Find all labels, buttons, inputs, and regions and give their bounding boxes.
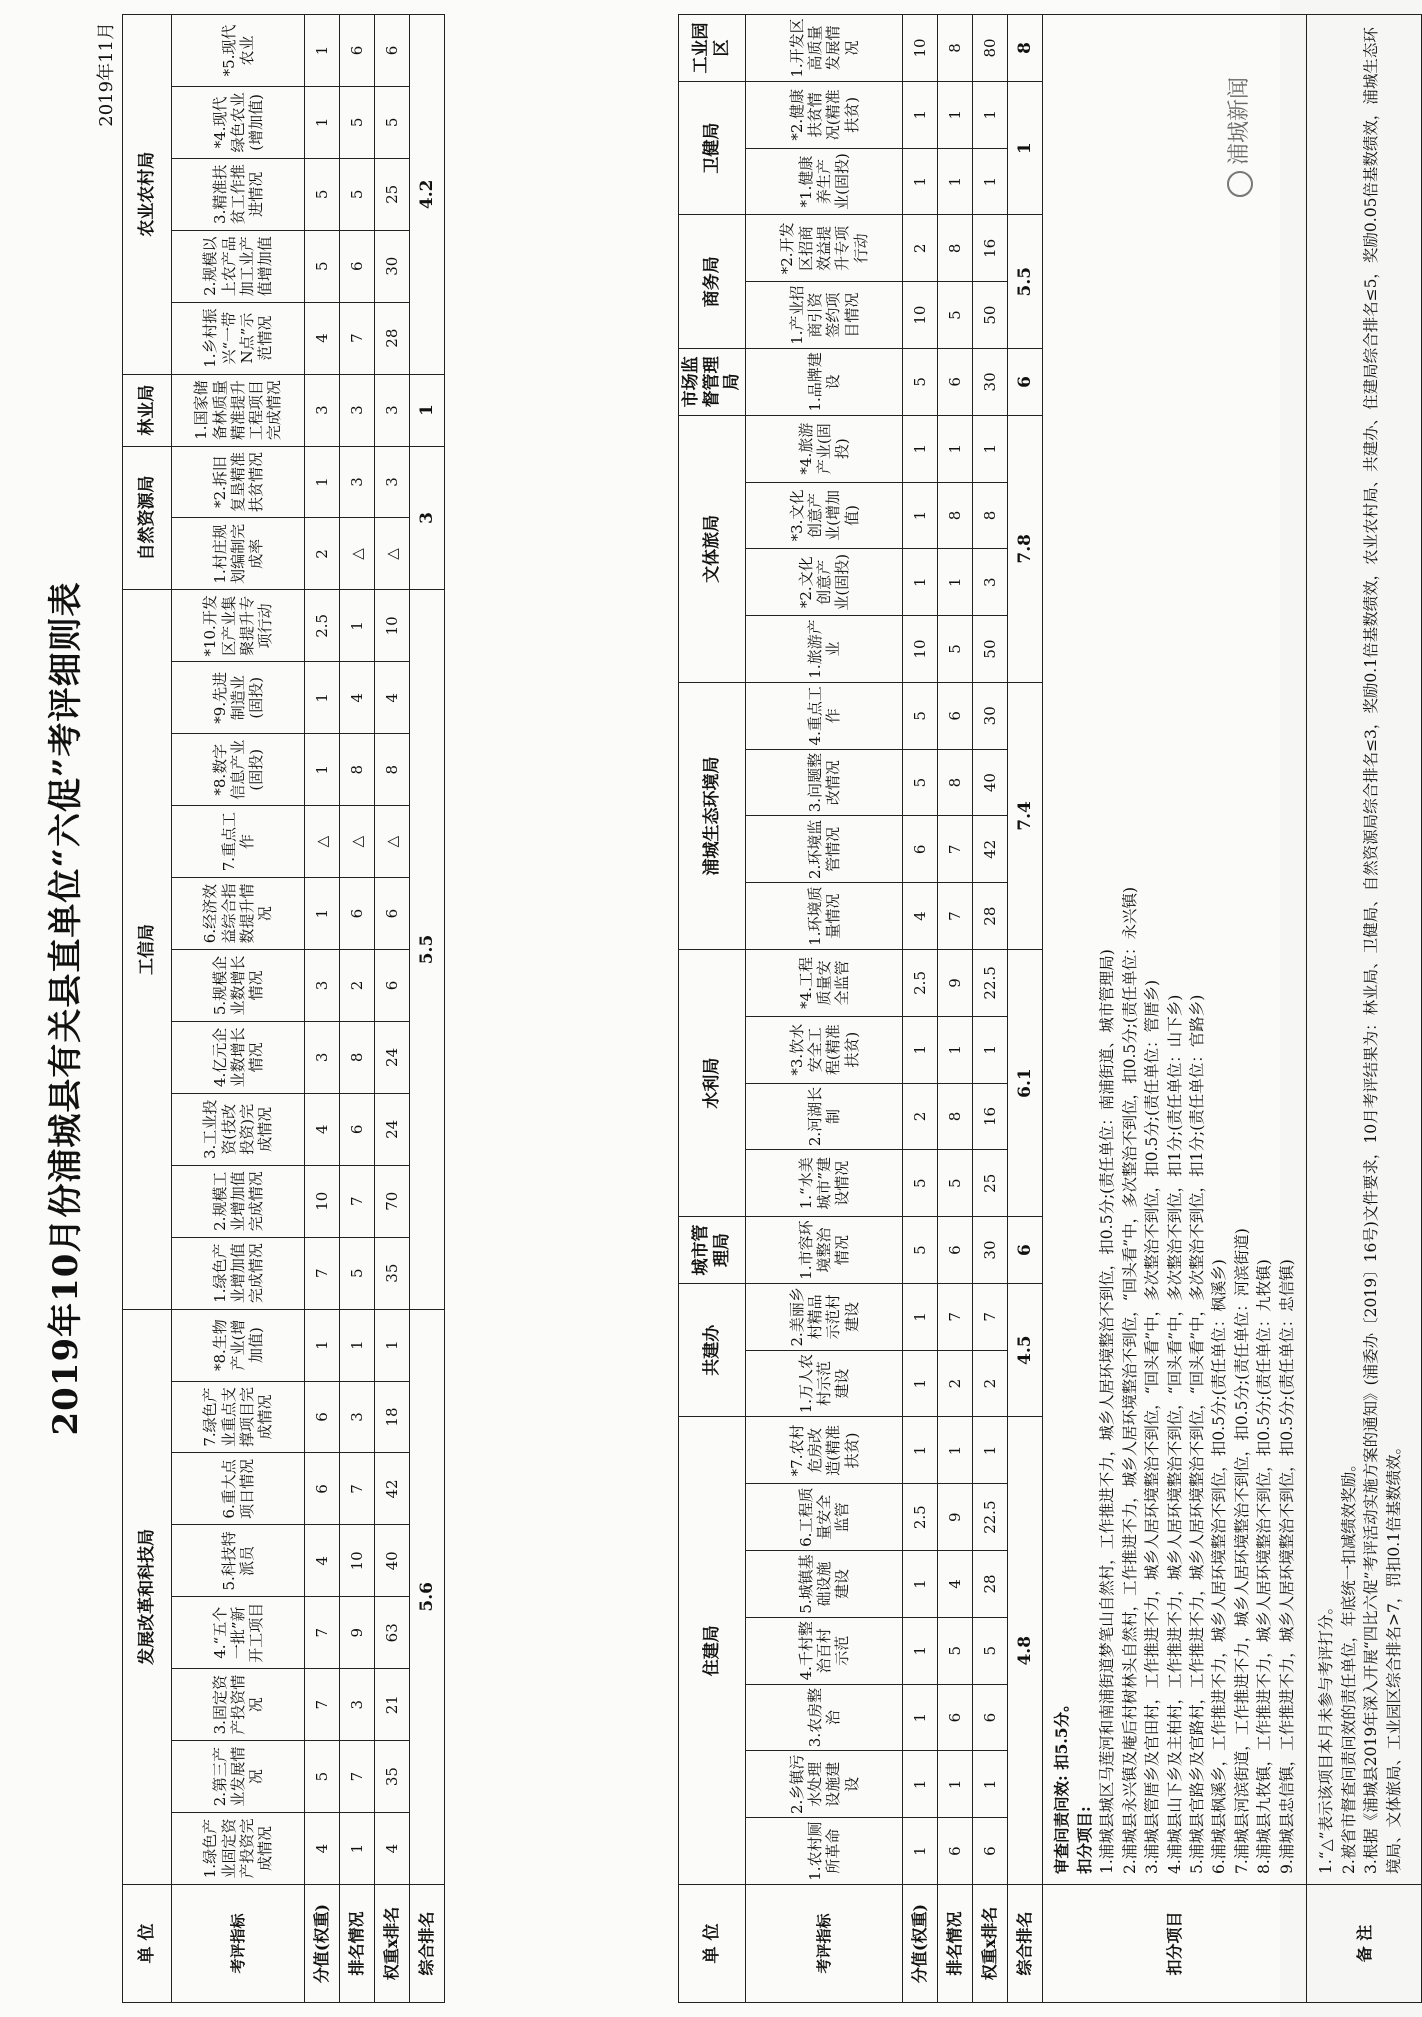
deduction-heading: 审查问责问效: 扣5.5分。 — [1052, 1696, 1072, 1874]
score-cell: 5 — [305, 158, 340, 230]
score-cell: 1 — [903, 1551, 938, 1618]
rank-cell: 6 — [938, 1684, 973, 1751]
rank-cell: 1 — [938, 148, 973, 215]
score-cell: 5 — [903, 349, 938, 416]
weighted-cell: 18 — [375, 1381, 410, 1453]
weighted-cell: 4 — [375, 662, 410, 734]
rank-cell: 3 — [340, 374, 375, 446]
overall-rank: 6 — [1008, 1217, 1043, 1284]
score-cell: 3 — [305, 950, 340, 1022]
weighted-cell: 40 — [973, 749, 1008, 816]
rank-cell: 8 — [938, 215, 973, 282]
rank-cell: 8 — [340, 734, 375, 806]
document-date: 2019年11月 — [96, 22, 117, 127]
rank-cell: 10 — [340, 1525, 375, 1597]
score-cell: 10 — [305, 1165, 340, 1237]
weighted-cell: 21 — [375, 1669, 410, 1741]
rank-cell: 6 — [938, 349, 973, 416]
overall-row — [410, 14, 445, 2002]
indicator-cell: *3.文化创意产业(增加值) — [746, 482, 903, 549]
dept-cell: 共建办 — [679, 1283, 746, 1417]
score-cell: 2 — [903, 215, 938, 282]
weighted-cell: 1 — [973, 1751, 1008, 1818]
weighted-cell: 8 — [973, 482, 1008, 549]
indicator-cell: *4.工程质量安全监管 — [746, 950, 903, 1017]
indicator-row — [172, 14, 305, 2002]
rank-cell: 7 — [340, 1453, 375, 1525]
weighted-cell: 5 — [973, 1617, 1008, 1684]
weighted-cell: 3 — [375, 374, 410, 446]
indicator-cell: 1.环境质量情况 — [746, 883, 903, 950]
rank-cell: 6 — [340, 230, 375, 302]
indicator-cell: *7.农村危房改造(精准扶贫) — [746, 1417, 903, 1484]
weighted-cell: △ — [375, 806, 410, 878]
rank-cell: 5 — [938, 282, 973, 349]
indicator-cell: 3.工业投资(技改投资)完成情况 — [172, 1093, 305, 1165]
overall-rank: 1 — [1008, 81, 1043, 215]
weighted-cell: 28 — [973, 883, 1008, 950]
indicator-cell: 5.城镇基础设施建设 — [746, 1551, 903, 1618]
rank-cell: 7 — [340, 1741, 375, 1813]
rank-cell: 8 — [340, 1021, 375, 1093]
rank-cell: 5 — [938, 1617, 973, 1684]
rank-cell: 9 — [340, 1597, 375, 1669]
rank-cell: 6 — [938, 1818, 973, 1885]
overall-row — [1008, 15, 1043, 2003]
indicator-cell: 3.问题整改情况 — [746, 749, 903, 816]
rank-cell: 1 — [340, 1813, 375, 1885]
overall-rank: 4.2 — [410, 14, 445, 374]
overall-rank: 3 — [410, 446, 445, 590]
weighted-cell: 35 — [375, 1237, 410, 1309]
score-cell: 4 — [305, 1093, 340, 1165]
overall-label: 综合排名 — [1008, 1885, 1043, 2003]
score-cell: 10 — [903, 616, 938, 683]
weighted-cell: 24 — [375, 1021, 410, 1093]
rank-cell: 5 — [938, 616, 973, 683]
weighted-cell: 28 — [375, 302, 410, 374]
weighted-cell: 80 — [973, 15, 1008, 82]
score-cell: 7 — [305, 1237, 340, 1309]
weighted-cell: 30 — [973, 349, 1008, 416]
score-cell: 1 — [305, 662, 340, 734]
page-title: 2019年10月份浦城县有关县直单位“六促”考评细则表 — [46, 581, 86, 1436]
deduction-subheading: 扣分项目: — [1074, 1806, 1094, 1874]
weighted-cell: △ — [375, 518, 410, 590]
weighted-cell: 50 — [973, 282, 1008, 349]
indicator-cell: 1.“水美城市”建设情况 — [746, 1150, 903, 1217]
rank-cell: 2 — [938, 1350, 973, 1417]
deduction-item: 1.浦城县城区马莲河和南浦街道梦笔山自然村，工作推进不力，城乡人居环境整治不到位，扣0.5分;(责任单位：南浦街道、城市管理局) — [1098, 949, 1117, 1874]
weighted-cell: 6 — [973, 1818, 1008, 1885]
dept-cell: 自然资源局 — [123, 446, 172, 590]
score-cell: 1 — [305, 1309, 340, 1381]
rank-cell: 5 — [340, 1237, 375, 1309]
score-cell: 6 — [305, 1453, 340, 1525]
rank-cell: 1 — [938, 415, 973, 482]
indicator-cell: 2.规模以上农产品加工业产值增加值 — [172, 230, 305, 302]
score-cell: 6 — [903, 816, 938, 883]
rank-cell: 4 — [938, 1551, 973, 1618]
deduction-item: 9.浦城县忠信镇，工作推进不力，城乡人居环境整治不到位，扣0.5分;(责任单位：忠信镇) — [1277, 1259, 1296, 1874]
indicator-cell: 1.产业招商引资签约项目情况 — [746, 282, 903, 349]
deduction-item: 3.浦城县管厝乡及官田村，工作推进不力，城乡人居环境整治不到位，“回头看”中，多次整治不到位，扣0.5分;(责任单位：管厝乡) — [1143, 979, 1162, 1874]
score-label: 分值(权重) — [305, 1885, 340, 2003]
indicator-cell: 2.第三产业发展情况 — [172, 1741, 305, 1813]
indicator-cell: 1.市容环境整治情况 — [746, 1217, 903, 1284]
score-cell: 1 — [903, 1350, 938, 1417]
score-cell: 5 — [903, 1217, 938, 1284]
wechat-icon — [1227, 171, 1253, 197]
overall-rank: 7.8 — [1008, 415, 1043, 682]
score-cell: 2.5 — [305, 590, 340, 662]
score-cell: 1 — [903, 1684, 938, 1751]
deduction-row — [1043, 15, 1307, 2003]
score-cell: 3 — [305, 374, 340, 446]
rank-cell: 7 — [340, 1165, 375, 1237]
indicator-label: 考评指标 — [746, 1885, 903, 2003]
rank-cell: 1 — [938, 81, 973, 148]
weighted-cell: 8 — [375, 734, 410, 806]
score-cell: 1 — [903, 81, 938, 148]
indicator-label: 考评指标 — [172, 1885, 305, 2003]
deduction-item: 4.浦城县山下乡及主柏村，工作推进不力，城乡人居环境整治不到位，“回头看”中，多次整治不到位，扣1分;(责任单位：山下乡) — [1165, 994, 1184, 1874]
weighted-cell: 4 — [375, 1813, 410, 1885]
score-cell: 4 — [903, 883, 938, 950]
score-cell: 5 — [903, 1150, 938, 1217]
overall-rank: 6.1 — [1008, 950, 1043, 1217]
rank-cell: 8 — [938, 15, 973, 82]
rank-cell: △ — [340, 806, 375, 878]
rank-cell: 5 — [938, 1150, 973, 1217]
weighted-cell: 63 — [375, 1597, 410, 1669]
rank-cell: 1 — [938, 1417, 973, 1484]
weighted-cell: 50 — [973, 616, 1008, 683]
weighted-cell: 30 — [375, 230, 410, 302]
remark-item: 1.“△”表示该项目本月未参与考评打分。 — [1317, 1598, 1336, 1874]
dept-row — [679, 15, 746, 2003]
indicator-cell: 6.重大点项日情况 — [172, 1453, 305, 1525]
score-row — [903, 15, 938, 2003]
dept-row — [123, 14, 172, 2002]
score-cell: 6 — [305, 1381, 340, 1453]
indicator-cell: *8.生物产业(增加值) — [172, 1309, 305, 1381]
dept-cell: 城市管理局 — [679, 1217, 746, 1284]
indicator-cell: *4.旅游产业(固投) — [746, 415, 903, 482]
score-cell: 1 — [903, 549, 938, 616]
indicator-cell: 3.固定资产投资情况 — [172, 1669, 305, 1741]
weighted-cell: 7 — [973, 1283, 1008, 1350]
evaluation-table-1 — [122, 14, 445, 2003]
weighted-cell: 6 — [375, 14, 410, 86]
rank-cell: 5 — [340, 86, 375, 158]
score-cell: 1 — [305, 446, 340, 518]
dept-cell: 林业局 — [123, 374, 172, 446]
indicator-cell: 4.千村整治百村示范 — [746, 1617, 903, 1684]
dept-cell: 发展改革和科技局 — [123, 1309, 172, 1884]
score-cell: 1 — [903, 148, 938, 215]
rank-row — [340, 14, 375, 2002]
evaluation-table-2 — [678, 14, 1422, 2003]
score-cell: 1 — [305, 14, 340, 86]
dept-cell: 商务局 — [679, 215, 746, 349]
score-cell: 4 — [305, 1525, 340, 1597]
indicator-cell: *4.现代绿色农业(增加值) — [172, 86, 305, 158]
overall-rank: 5.6 — [410, 1309, 445, 1884]
dept-cell: 文体旅局 — [679, 415, 746, 682]
score-cell: 7 — [305, 1669, 340, 1741]
score-cell: 7 — [305, 1597, 340, 1669]
score-cell: 10 — [903, 15, 938, 82]
watermark — [1222, 77, 1253, 197]
indicator-cell: 2.规模工业增加值完成情况 — [172, 1165, 305, 1237]
rank-cell: 6 — [340, 878, 375, 950]
weighted-cell: 6 — [973, 1684, 1008, 1751]
weighted-cell: 6 — [375, 950, 410, 1022]
dept-cell: 市场监督管理局 — [679, 349, 746, 416]
rank-cell: 3 — [340, 1381, 375, 1453]
indicator-cell: 1.开发区高质量发展情况 — [746, 15, 903, 82]
dept-cell: 卫健局 — [679, 81, 746, 215]
weighted-cell: 30 — [973, 682, 1008, 749]
score-row — [305, 14, 340, 2002]
dept-cell: 浦城生态环境局 — [679, 682, 746, 949]
indicator-cell: *2.文化创意产业(固投) — [746, 549, 903, 616]
rank-cell: △ — [340, 518, 375, 590]
deduction-item: 7.浦城县河滨街道，工作推进不力，城乡人居环境整治不到位，扣0.5分;(责任单位：河滨街道) — [1232, 1228, 1251, 1874]
rank-cell: 1 — [938, 1016, 973, 1083]
rank-cell: 6 — [340, 14, 375, 86]
deduction-content — [1043, 15, 1307, 1885]
rank-cell: 8 — [938, 1083, 973, 1150]
indicator-cell: 1.村庄规划编制完成率 — [172, 518, 305, 590]
indicator-cell: *9.先进制造业(固投) — [172, 662, 305, 734]
weighted-cell: 1 — [973, 1016, 1008, 1083]
indicator-cell: *10.开发区产业集聚提升专项行动 — [172, 590, 305, 662]
score-cell: 5 — [903, 749, 938, 816]
rank-cell: 7 — [938, 1283, 973, 1350]
weighted-cell: 1 — [375, 1309, 410, 1381]
indicator-cell: 3.精准扶贫工作推进情况 — [172, 158, 305, 230]
indicator-cell: 1.绿色产业增加值完成情况 — [172, 1237, 305, 1309]
rank-cell: 8 — [938, 482, 973, 549]
overall-rank: 6 — [1008, 349, 1043, 416]
weighted-label: 权重x排名 — [973, 1885, 1008, 2003]
weighted-cell: 24 — [375, 1093, 410, 1165]
deduct-label: 扣分项目 — [1043, 1885, 1307, 2003]
weighted-cell: 1 — [973, 1417, 1008, 1484]
indicator-cell: 1.绿色产业固定资产投资完成情况 — [172, 1813, 305, 1885]
rank-cell: 1 — [340, 1309, 375, 1381]
score-cell: 2.5 — [903, 1484, 938, 1551]
indicator-cell: *1.健康养生产业(固投) — [746, 148, 903, 215]
indicator-row — [746, 15, 903, 2003]
weighted-cell: 3 — [375, 446, 410, 518]
remark-row — [1307, 15, 1422, 2003]
weighted-cell: 42 — [973, 816, 1008, 883]
score-cell: 1 — [903, 1283, 938, 1350]
weighted-row — [375, 14, 410, 2002]
weighted-cell: 28 — [973, 1551, 1008, 1618]
score-cell: 5 — [305, 1741, 340, 1813]
score-cell: 2 — [305, 518, 340, 590]
deduction-item: 6.浦城县枫溪乡，工作推进不力，城乡人居环境整治不到位，扣0.5分;(责任单位：枫溪乡) — [1210, 1259, 1229, 1874]
indicator-cell: 5.规模企业数增长情况 — [172, 950, 305, 1022]
score-cell: 1 — [903, 1016, 938, 1083]
indicator-cell: 7.重点工作 — [172, 806, 305, 878]
indicator-cell: *5.现代农业 — [172, 14, 305, 86]
rank-cell: 4 — [340, 662, 375, 734]
remark-item: 3.根据《浦城县2019年深入开展“四比六促”考评活动实施方案的通知》(浦委办〔2019〕16号)文件要求，10月考评结果为：林业局、卫健局、自然资源局综合排名≤3，奖励0.1倍基数绩效，农业农村局、共建办、住建局综合排名≤5，奖励0.05倍基数绩效，浦城生态环境局、文体旅局、工业园区综合排名>7，罚扣0.1倍基数绩效。 — [1362, 27, 1403, 1874]
weighted-cell: 70 — [375, 1165, 410, 1237]
overall-rank: 5.5 — [410, 590, 445, 1309]
score-cell: 5 — [903, 682, 938, 749]
dept-cell: 工信局 — [123, 590, 172, 1309]
indicator-cell: 4.重点工作 — [746, 682, 903, 749]
score-cell: 3 — [305, 1021, 340, 1093]
indicator-cell: 1.国家储备林质量精准提升工程项目完成情况 — [172, 374, 305, 446]
score-cell: 1 — [305, 86, 340, 158]
weighted-cell: 16 — [973, 215, 1008, 282]
indicator-cell: *3.饮水安全工程(精准扶贫) — [746, 1016, 903, 1083]
deduction-item: 2.浦城县永兴镇及庵后村树林头自然村，工作推进不力，城乡人居环境整治不到位，“回头看”中，多次整治不到位，扣0.5分;(责任单位：永兴镇) — [1120, 886, 1139, 1874]
rank-cell: 7 — [340, 302, 375, 374]
rank-cell: 1 — [938, 549, 973, 616]
score-cell: 2 — [903, 1083, 938, 1150]
weighted-cell: 22.5 — [973, 1484, 1008, 1551]
weighted-cell: 25 — [973, 1150, 1008, 1217]
weighted-cell: 25 — [375, 158, 410, 230]
score-cell: 1 — [903, 1417, 938, 1484]
deduction-item: 5.浦城县官路乡及官路村，工作推进不力，城乡人居环境整治不到位，“回头看”中，多次整治不到位，扣1分;(责任单位：官路乡) — [1188, 994, 1207, 1874]
rank-cell: 7 — [938, 816, 973, 883]
indicator-cell: *2.开发区招商效益提升专项行动 — [746, 215, 903, 282]
rank-cell: 7 — [938, 883, 973, 950]
indicator-cell: 2.美丽乡村精品示范村建设 — [746, 1283, 903, 1350]
rank-cell: 1 — [340, 590, 375, 662]
indicator-cell: 2.环境监管情况 — [746, 816, 903, 883]
weighted-cell: 42 — [375, 1453, 410, 1525]
score-cell: 1 — [903, 1818, 938, 1885]
dept-cell: 住建局 — [679, 1417, 746, 1885]
indicator-cell: 4.“五个一批”新开工项目 — [172, 1597, 305, 1669]
indicator-cell: 5.科技特派员 — [172, 1525, 305, 1597]
indicator-cell: 1.农村厕所革命 — [746, 1818, 903, 1885]
indicator-cell: 1.万人农村示范建设 — [746, 1350, 903, 1417]
score-cell: 2.5 — [903, 950, 938, 1017]
rank-cell: 8 — [938, 749, 973, 816]
deduction-item: 8.浦城县九牧镇，工作推进不力，城乡人居环境整治不到位，扣0.5分;(责任单位：九牧镇) — [1255, 1259, 1274, 1874]
weighted-cell: 1 — [973, 81, 1008, 148]
indicator-cell: 1.旅游产业 — [746, 616, 903, 683]
score-cell: 1 — [903, 1751, 938, 1818]
overall-rank: 4.5 — [1008, 1283, 1043, 1417]
remark-label: 备 注 — [1307, 1885, 1422, 2003]
rank-cell: 9 — [938, 1484, 973, 1551]
weighted-cell: 5 — [375, 86, 410, 158]
weighted-cell: 1 — [973, 148, 1008, 215]
indicator-cell: 1.品牌建设 — [746, 349, 903, 416]
rank-cell: 6 — [938, 1217, 973, 1284]
rank-cell: 6 — [340, 1093, 375, 1165]
dept-cell: 水利局 — [679, 950, 746, 1217]
indicator-cell: 6.经济效益综合指数提升情况 — [172, 878, 305, 950]
indicator-cell: 7.绿色产业重点支撑项目完成情况 — [172, 1381, 305, 1453]
overall-rank: 5.5 — [1008, 215, 1043, 349]
unit-label: 单 位 — [123, 1885, 172, 2003]
rank-cell: 3 — [340, 1669, 375, 1741]
score-cell: △ — [305, 806, 340, 878]
weighted-cell: 40 — [375, 1525, 410, 1597]
weighted-cell: 10 — [375, 590, 410, 662]
score-cell: 4 — [305, 1813, 340, 1885]
score-cell: 1 — [903, 1617, 938, 1684]
rank-cell: 3 — [340, 446, 375, 518]
rank-row — [938, 15, 973, 2003]
unit-label: 单 位 — [679, 1885, 746, 2003]
overall-rank: 1 — [410, 374, 445, 446]
rank-cell: 6 — [938, 682, 973, 749]
rank-cell: 2 — [340, 950, 375, 1022]
weighted-cell: 35 — [375, 1741, 410, 1813]
rank-label: 排名情况 — [340, 1885, 375, 2003]
overall-label: 综合排名 — [410, 1885, 445, 2003]
indicator-cell: 2.河湖长制 — [746, 1083, 903, 1150]
weighted-cell: 16 — [973, 1083, 1008, 1150]
weighted-cell: 3 — [973, 549, 1008, 616]
score-cell: 1 — [903, 482, 938, 549]
indicator-cell: 3.农房整治 — [746, 1684, 903, 1751]
score-cell: 10 — [903, 282, 938, 349]
weighted-label: 权重x排名 — [375, 1885, 410, 2003]
dept-cell: 工业园区 — [679, 15, 746, 82]
overall-rank: 8 — [1008, 15, 1043, 82]
indicator-cell: *8.数字信息产业(固投) — [172, 734, 305, 806]
score-cell: 4 — [305, 302, 340, 374]
overall-rank: 7.4 — [1008, 682, 1043, 949]
rank-cell: 1 — [938, 1751, 973, 1818]
indicator-cell: *2.拆旧复垦精准扶贫情况 — [172, 446, 305, 518]
rank-label: 排名情况 — [938, 1885, 973, 2003]
overall-rank: 4.8 — [1008, 1417, 1043, 1885]
indicator-cell: 4.亿元企业数增长情况 — [172, 1021, 305, 1093]
score-cell: 5 — [305, 230, 340, 302]
score-cell: 1 — [305, 878, 340, 950]
weighted-cell: 30 — [973, 1217, 1008, 1284]
weighted-cell: 6 — [375, 878, 410, 950]
weighted-cell: 2 — [973, 1350, 1008, 1417]
score-cell: 1 — [903, 415, 938, 482]
weighted-cell: 1 — [973, 415, 1008, 482]
remark-content — [1307, 15, 1422, 1885]
indicator-cell: *2.健康扶贫情况(精准扶贫) — [746, 81, 903, 148]
remark-item: 2.被省市督查问责问效的责任单位，年底统一扣减绩效奖励。 — [1339, 1456, 1358, 1874]
indicator-cell: 1.乡村振兴“一带N点”示范情况 — [172, 302, 305, 374]
rank-cell: 5 — [340, 158, 375, 230]
score-cell: 1 — [305, 734, 340, 806]
watermark-text: 浦城新闻 — [1227, 76, 1252, 165]
indicator-cell: 2.乡镇污水处理设施建设 — [746, 1751, 903, 1818]
weighted-cell: 22.5 — [973, 950, 1008, 1017]
weighted-row — [973, 15, 1008, 2003]
indicator-cell: 6.工程质量安全监管 — [746, 1484, 903, 1551]
score-label: 分值(权重) — [903, 1885, 938, 2003]
rank-cell: 9 — [938, 950, 973, 1017]
dept-cell: 农业农村局 — [123, 14, 172, 374]
